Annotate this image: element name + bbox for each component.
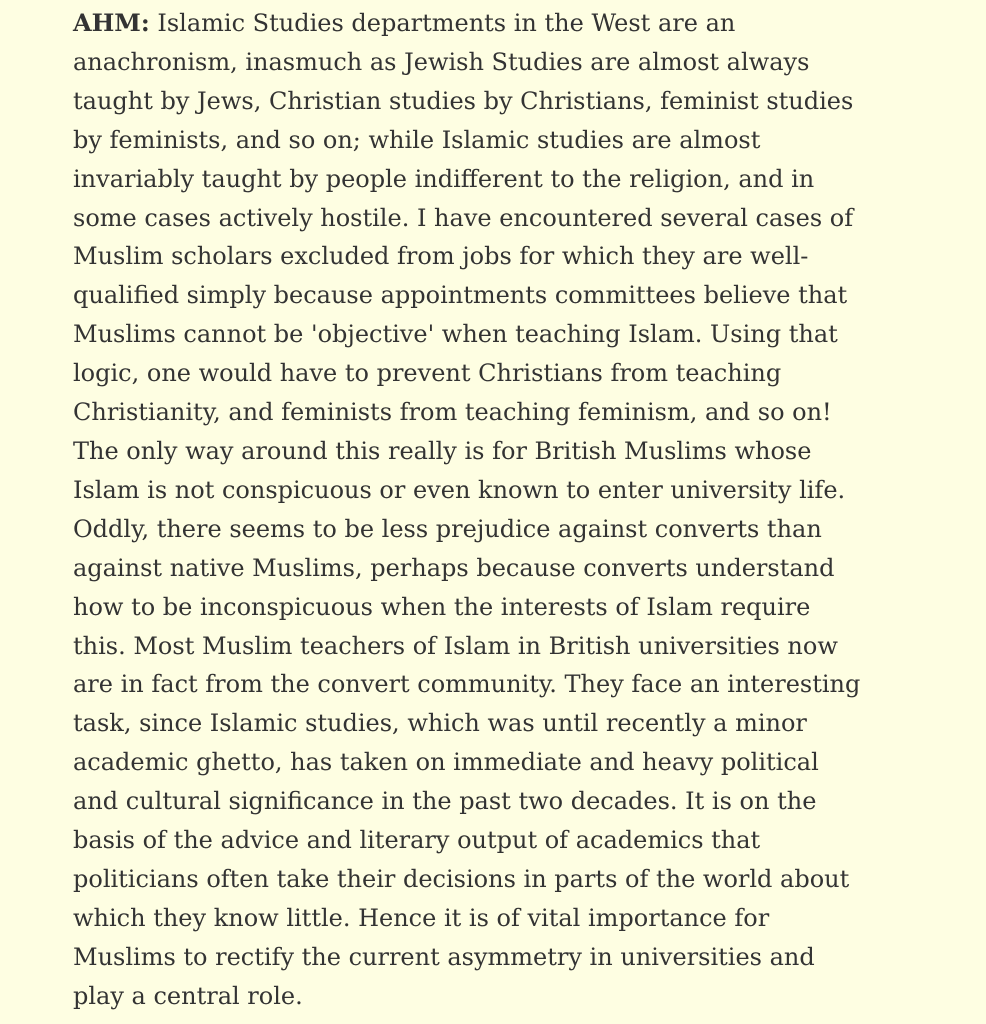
text-line-5: invariably taught by people indifferent to the religion, and in	[73, 164, 815, 193]
text-line-11: Christianity, and feminists from teaching feminism, and so on!	[73, 398, 832, 427]
text-line-23: politicians often take their decisions in parts of the world about	[73, 864, 850, 893]
speaker-label: AHM:	[73, 8, 150, 37]
text-line-14: Oddly, there seems to be less prejudice against converts than	[73, 514, 822, 543]
text-line-10: logic, one would have to prevent Christians from teaching	[73, 359, 782, 388]
text-line-18: are in fact from the convert community. They face an interesting	[73, 670, 861, 699]
text-line-25: Muslims to rectify the current asymmetry in universities and	[73, 942, 815, 971]
text-line-19: task, since Islamic studies, which was until recently a minor	[73, 709, 807, 738]
text-line-6: some cases actively hostile. I have encountered several cases of	[73, 203, 854, 232]
text-line-16: how to be inconspicuous when the interests of Islam require	[73, 592, 811, 621]
text-line-13: Islam is not conspicuous or even known to enter university life.	[73, 475, 846, 504]
text-line-17: this. Most Muslim teachers of Islam in British universities now	[73, 631, 838, 660]
text-line-3: taught by Jews, Christian studies by Christians, feminist studies	[73, 86, 854, 115]
text-line-9: Muslims cannot be 'objective' when teaching Islam. Using that	[73, 320, 838, 349]
text-line-8: qualified simply because appointments committees believe that	[73, 281, 848, 310]
text-line-7: Muslim scholars excluded from jobs for which they are well-	[73, 242, 809, 271]
text-line-1-content: Islamic Studies departments in the West are an	[157, 9, 736, 37]
text-line-2: anachronism, inasmuch as Jewish Studies are almost always	[73, 47, 810, 76]
text-line-21: and cultural significance in the past two decades. It is on the	[73, 787, 817, 816]
interview-answer	[73, 4, 908, 1016]
text-line-22: basis of the advice and literary output of academics that	[73, 826, 761, 855]
text-line-1	[73, 4, 908, 43]
text-line-26: play a central role.	[73, 981, 303, 1010]
text-line-24: which they know little. Hence it is of vital importance for	[73, 903, 770, 932]
text-line-12: The only way around this really is for British Muslims whose	[73, 436, 812, 465]
text-line-15: against native Muslims, perhaps because converts understand	[73, 553, 835, 582]
text-line-20: academic ghetto, has taken on immediate and heavy political	[73, 748, 819, 777]
text-line-4: by feminists, and so on; while Islamic studies are almost	[73, 125, 761, 154]
